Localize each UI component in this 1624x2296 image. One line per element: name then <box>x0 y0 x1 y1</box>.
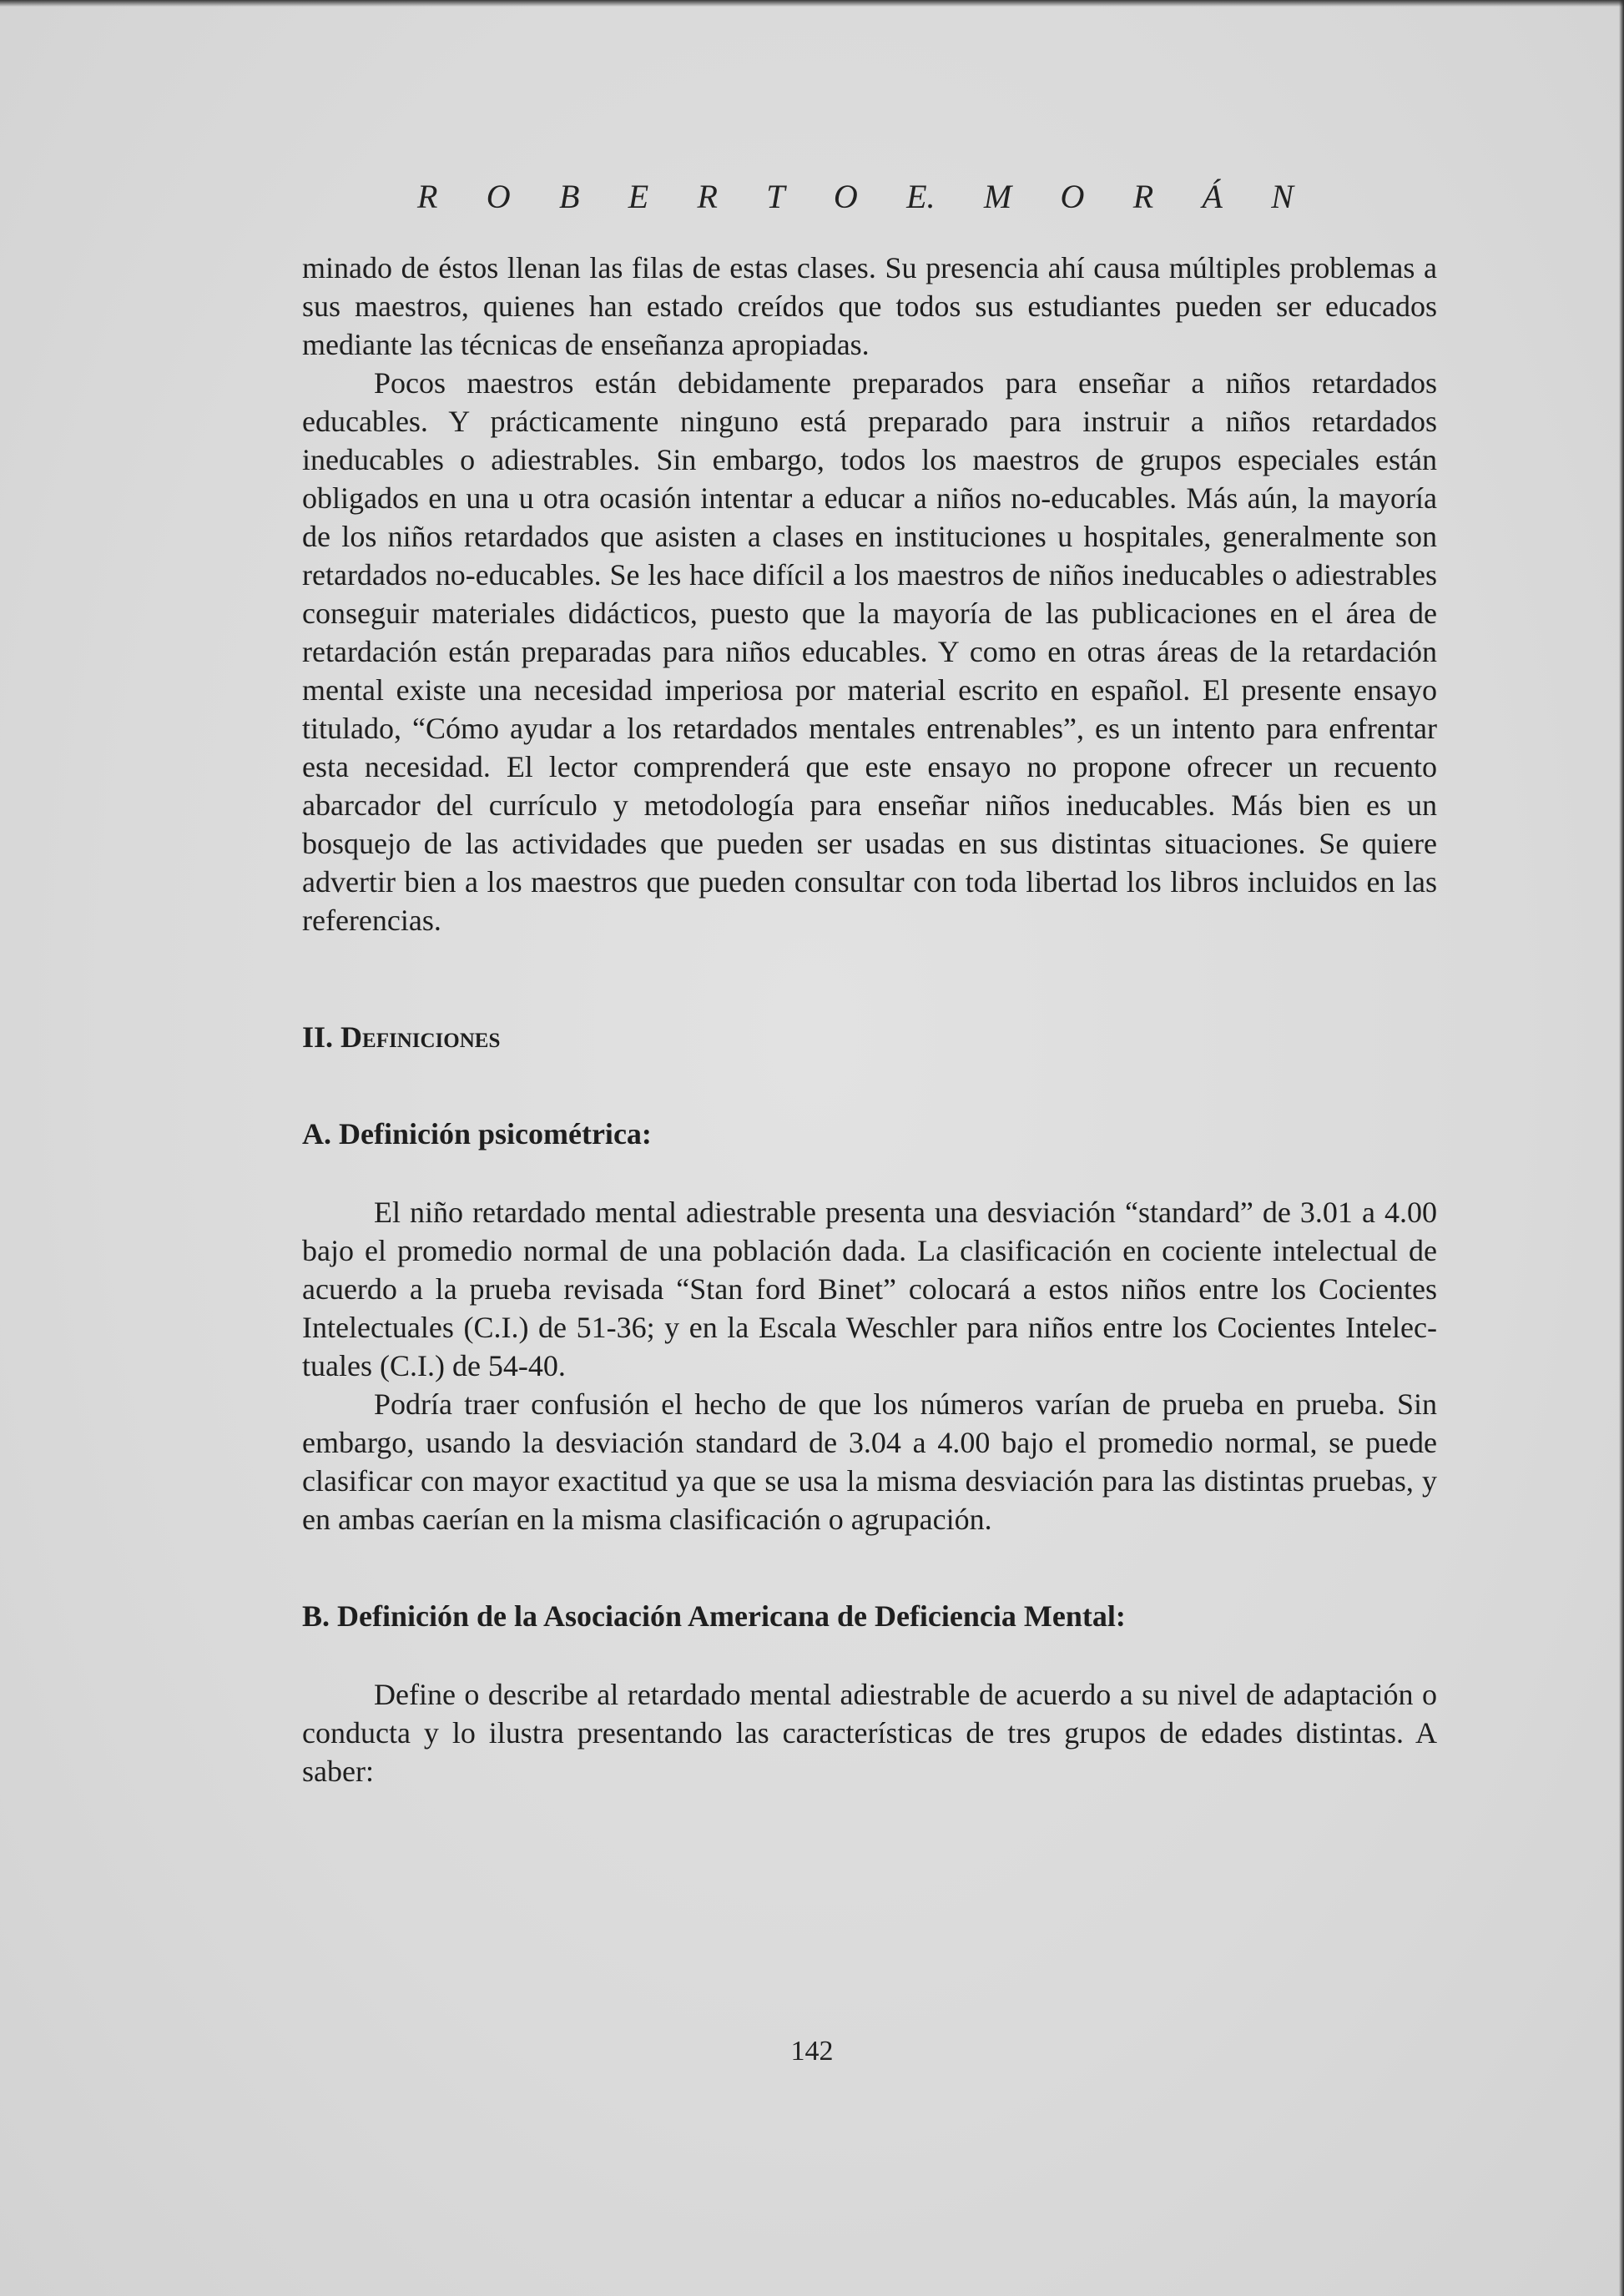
running-head-letter: R <box>697 178 718 215</box>
running-head-letter: O <box>833 178 858 215</box>
running-head-letter: O <box>486 178 511 215</box>
running-head-author <box>417 177 1294 216</box>
spacer <box>302 939 1437 1018</box>
paragraph-confusion: Podría traer confusión el hecho de que los números varían de prueba en prueba. Sin embargo, usando la desviación standard de 3.04 a 4.00 bajo el promedio normal, se puede clasificar con mayor exactitud ya que se usa la misma desviación para las distintas pruebas, y en ambas caerían en la misma clasificación o agrupación. <box>302 1387 1437 1536</box>
page-top-edge-shadow <box>0 0 1624 7</box>
subheading-psicometrica: A. Definición psicométrica: <box>302 1117 652 1151</box>
running-head-letter: N <box>1271 178 1294 215</box>
spacer <box>302 1538 1437 1597</box>
running-head-letter: M <box>983 178 1012 215</box>
running-head-letter: R <box>1132 178 1154 215</box>
running-head-letter: Á <box>1202 178 1223 215</box>
body-text <box>302 249 1437 1790</box>
running-head-letter: R <box>417 178 438 215</box>
page-right-edge-shadow <box>1619 0 1624 2296</box>
running-head-letter: T <box>766 178 785 215</box>
running-head-letter: B <box>558 178 580 215</box>
paragraph-continuation: minado de éstos llenan las filas de estas clases. Su presencia ahí causa múltiples problemas a sus maestros, quienes han estado creídos que todos sus estudiantes pueden ser educados mediante las técnicas de enseñanza apropiadas. <box>302 251 1437 361</box>
page-number: 142 <box>790 2036 834 2067</box>
section-number: II. <box>302 1020 334 1054</box>
section-title: Definiciones <box>340 1020 501 1054</box>
paragraph-desviacion-standard: El niño retardado mental adiestrable presenta una desviación “standard” de 3.01 a 4.00 bajo el promedio normal de una población dada. La clasificación en cociente intelectual de acuerdo a la prueba revisada “Stan ford Binet” colocará a estos niños entre los Cocientes Intelectuales (C.I.) de 51-36; y en la Escala Weschler para niños entre los Cocientes Intelectuales (C.I.) de 54-40. <box>302 1196 1437 1382</box>
paragraph-define: Define o describe al retardado mental adiestrable de acuerdo a su nivel de adaptación o conducta y lo ilustra presentando las características de tres grupos de edades distintas. A saber: <box>302 1678 1437 1788</box>
running-head-letter: E. <box>906 178 936 215</box>
paragraph-teachers: Pocos maestros están debidamente preparados para enseñar a niños retardados educables. Y prácticamente ninguno está preparado para instruir a niños retardados ineducables o adiestrables. Sin embargo, todos los maestros de grupos especiales están obligados en una u otra ocasión intentar a educar a niños no-educables. Más aún, la mayoría de los niños retardados que asisten a clases en instituciones u hospitales, generalmente son retardados no-educables. Se les hace difícil a los maestros de niños ineducables o adiestrables conseguir materiales didácticos, puesto que la mayoría de las publicaciones en el área de retardación están preparadas para niños educables. Y como en otras áreas de la retardación mental existe una necesidad imperiosa por material escrito en español. El presente ensayo titulado, “Cómo ayudar a los retardados mentales entrenables”, es un intento para enfrentar esta necesidad. El lector comprenderá que este ensayo no propone ofrecer un recuento abarcador del currículo y metodología para enseñar niños ineducables. Más bien es un bosquejo de las actividades que pueden ser usadas en sus distintas situaciones. Se quiere advertir bien a los maestros que pueden consultar con toda libertad los libros incluidos en las referencias. <box>302 366 1437 937</box>
section-heading-definiciones <box>302 1018 1437 1056</box>
spacer <box>302 1056 1437 1115</box>
spacer <box>302 1153 1437 1193</box>
running-head-letter: O <box>1060 178 1085 215</box>
subheading-asociacion-americana: B. Definición de la Asociación Americana de Deficiencia Mental: <box>302 1599 1126 1633</box>
running-head-letter: E <box>628 178 649 215</box>
spacer <box>302 1635 1437 1675</box>
